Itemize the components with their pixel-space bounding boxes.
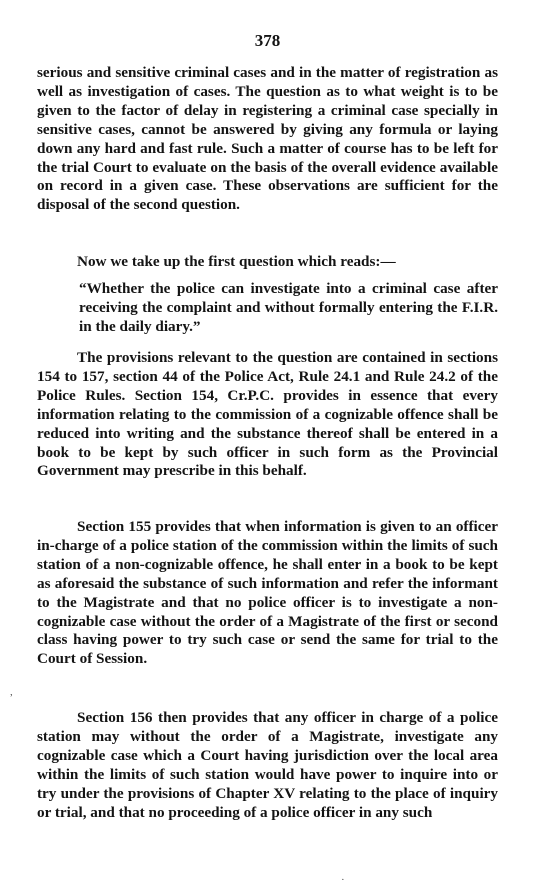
quoted-question: “Whether the police can investigate into a criminal case after receiving the complaint and without formally entering the F.I.R. in the daily diary.” — [79, 280, 498, 335]
paragraph-text: serious and sensitive criminal cases and in the matter of registration as well as investigation of cases. The question as to what weight is to be given to the factor of delay in registering a criminal case specially in sensitive cases, cannot be answered by giving any formula or laying down any hard and fast rule. Such a matter of course has to be left for the trial Court to evaluate on the basis of the overall evidence available on record in a given case. These observations are sufficient for the disposal of the second question. — [37, 64, 498, 214]
paragraph-section-156 — [37, 709, 498, 822]
paragraph-text: The provisions relevant to the question are contained in sections 154 to 157, section 44 of the Police Act, Rule 24.1 and Rule 24.2 of the Police Rules. Section 154, Cr.P.C. provides in essence that every information relating to the commission of a cognizable offence shall be reduced into writing and the substance thereof shall be entered in a book to be kept by such officer in such form as the Provincial Government may prescribe in this behalf. — [37, 349, 498, 480]
paragraph-text: Section 156 then provides that any officer in charge of a police station may without the order of a Magistrate, investigate any cognizable case which a Court having jurisdiction over the local area within the limits of such station would have power to inquire into or try under the provisions of Chapter XV relating to the place of inquiry or trial, and that no proceeding of a police officer in any such — [37, 709, 498, 821]
paragraph-continuation — [37, 64, 498, 215]
page-number: 378 — [254, 31, 281, 50]
paragraph-provisions — [37, 349, 498, 481]
paragraph-text: Section 155 provides that when information is given to an officer in-charge of a police station of the commission within the limits of such station of a non-cognizable offence, he shall enter in a book to be kept as aforesaid the substance of such information and refer the informant to the Magistrate and that no police officer is to investigate a non-cognizable case without the order of a Magistrate of the first or second class having power to try such case or send the same for trial to the Court of Session. — [37, 518, 498, 668]
bottom-mark: · — [341, 874, 345, 886]
paragraph-question-intro — [37, 253, 498, 272]
paragraph-text: Now we take up the first question which reads:— — [77, 253, 396, 270]
margin-mark: , — [10, 686, 13, 698]
paragraph-section-155 — [37, 518, 498, 669]
